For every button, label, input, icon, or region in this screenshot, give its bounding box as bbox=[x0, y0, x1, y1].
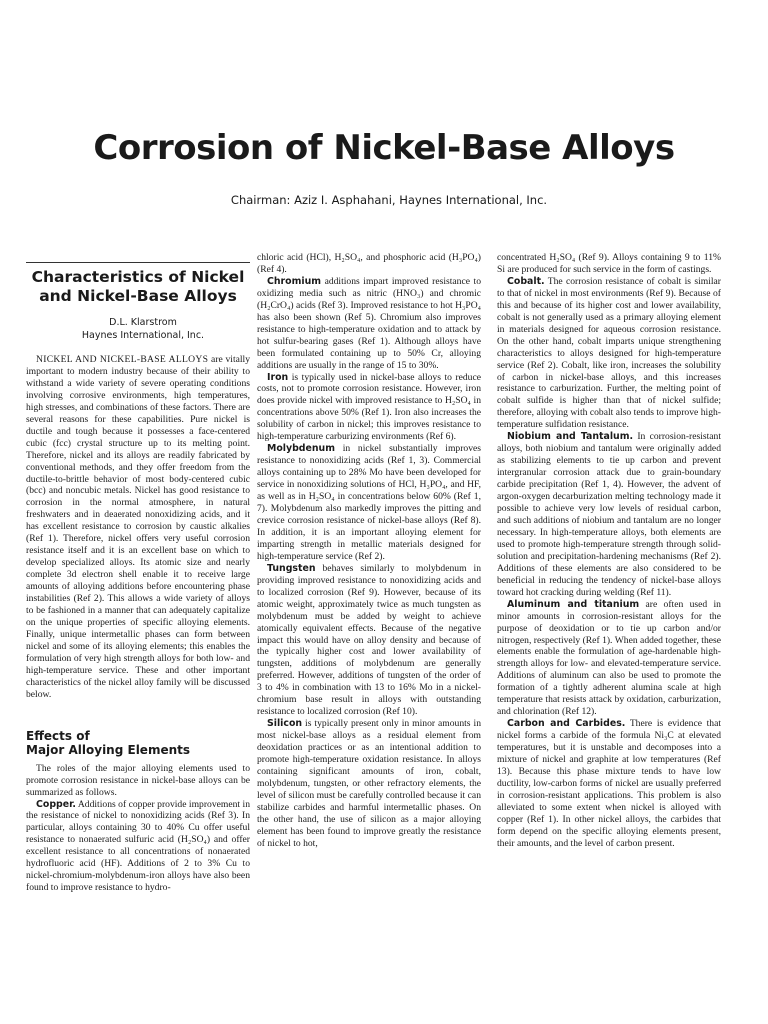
aluminum-titanium-text: are often used in minor amounts in corrosion-resistant alloys for the purpose of deoxidation or to tie up carbon and/or nitrogen, respectively (Ref 1). When added together, these elements enable the formulation of age-hardenable high-strength alloys for low- and elevated-temperature service. Additions of aluminum can also be used to promote the formation of a tightly adherent alumina scale at high temperature that resists attack by oxidation, carburization, and chlorination (Ref 12). bbox=[497, 598, 721, 718]
heading-line: Characteristics of Nickel bbox=[31, 268, 245, 286]
chairman-line: Chairman: Aziz I. Asphahani, Haynes International, Inc. bbox=[230, 193, 548, 207]
carbon-carbides-term: Carbon and Carbides. bbox=[507, 718, 626, 730]
column-3 bbox=[497, 252, 721, 850]
page-title: Corrosion of Nickel-Base Alloys bbox=[93, 128, 675, 168]
tungsten-term: Tungsten bbox=[267, 562, 316, 574]
iron-paragraph bbox=[257, 372, 481, 444]
author-affiliation: Haynes International, Inc. bbox=[81, 330, 205, 341]
silicon-text: is typically present only in minor amounts in most nickel-base alloys as a residual element from deoxidation practices or as an intentional addition to promote high-temperature oxidation resistance. In alloys containing significant amounts of iron, cobalt, molybdenum, tungsten, or other refractory elements, the level of silicon must be carefully controlled because it can stabilize carbides and harmful intermetallic phases. On the other hand, the use of silicon as a major alloying element has been found to improve greatly the resistance of nickel to hot, bbox=[257, 718, 481, 849]
copper-text: Additions of copper provide improvement in the resistance of nickel to nonoxidizing acids (Ref 3). In particular, alloys containing 30 to 40% Cu offer useful resistance to nonaerated sulfuric acid (H₂SO₄) and offer excellent resistance to all concentrations of nonaerated hydrofluoric acid (HF). Additions of 2 to 3% Cu to nickel-chromium-molybdenum-iron alloys have also been found to improve resistance to hydro- bbox=[26, 798, 250, 894]
tungsten-paragraph bbox=[257, 563, 481, 718]
molybdenum-term: Molybdenum bbox=[267, 443, 335, 455]
continued-paragraph: chloric acid (HCl), H₂SO₄, and phosphoric acid (H₃PO₄) (Ref 4). bbox=[257, 252, 481, 275]
intro-paragraph bbox=[26, 354, 250, 701]
heading-line: Effects of bbox=[26, 728, 90, 743]
niobium-tantalum-paragraph bbox=[497, 431, 721, 598]
author-name: D.L. Klarstrom bbox=[109, 317, 177, 328]
silicon-paragraph bbox=[257, 718, 481, 849]
heading-line: and Nickel-Base Alloys bbox=[39, 287, 237, 305]
continued-paragraph: concentrated H₂SO₄ (Ref 9). Alloys containing 9 to 11% Si are produced for such service in the form of castings. bbox=[497, 252, 721, 275]
aluminum-titanium-term: Aluminum and titanium bbox=[507, 598, 640, 610]
chromium-text: additions impart improved resistance to oxidizing media such as nitric (HNO₃) and chromic (H₂CrO₄) acids (Ref 3). Improved resistance to hot H₃PO₄ has also been shown (Ref 5). Chromium also improves resistance to high-temperature oxidation and to attack by hot sulfur-bearing gases (Ref 1). Although alloys have been formulated containing up to 50% Cr, alloying additions are usually in the range of 15 to 30%. bbox=[257, 275, 481, 371]
cobalt-paragraph bbox=[497, 276, 721, 431]
niobium-tantalum-term: Niobium and Tantalum. bbox=[507, 431, 634, 443]
carbon-carbides-text: There is evidence that nickel forms a carbide of the formula Ni₃C at elevated temperatures, but it is unstable and decomposes into a mixture of nickel and graphite at low temperatures (Ref 13). Because this phase mixture tends to have low ductility, low-carbon forms of nickel are usually preferred in corrosion-resistant applications. This problem is also alleviated to some extent when nickel is alloyed with copper (Ref 1). In other nickel alloys, the carbides that form depend on the specific alloying elements present, their amounts, and the level of carbon present. bbox=[497, 718, 721, 849]
column-1 bbox=[26, 262, 250, 894]
carbon-carbides-paragraph bbox=[497, 718, 721, 849]
alloying-intro-paragraph: The roles of the major alloying elements used to promote corrosion resistance in nickel-base alloys can be summarized as follows. bbox=[26, 762, 250, 798]
chromium-paragraph bbox=[257, 276, 481, 372]
cobalt-term: Cobalt. bbox=[507, 275, 545, 287]
section-divider bbox=[26, 262, 250, 263]
molybdenum-text: in nickel substantially improves resistance to nonoxidizing acids (Ref 1, 3). Commercial alloys containing up to 28% Mo have been developed for service in nonoxidizing solutions of HCl, H₃PO₄, and HF, as well as in H₂SO₄ in concentrations below 60% (Ref 1, 7). Molybdenum also markedly improves the pitting and crevice corrosion resistance of nickel-base alloys (Ref 8). In addition, it is an important alloying element for imparting strength in metallic materials designed for high-temperature service (Ref 2). bbox=[257, 443, 481, 562]
heading-line: Major Alloying Elements bbox=[26, 742, 191, 757]
tungsten-text: behaves similarly to molybdenum in providing improved resistance to nonoxidizing acids and to localized corrosion (Ref 9). However, because of its atomic weight, approximately twice as much tungsten as molybdenum must be added by weight to achieve atomically equivalent effects. Because of the negative impact this would have on alloy density and because of the typically higher cost and lower availability of tungsten, additions of molybdenum are generally preferred. However, additions of tungsten of the order of 3 to 4% in combination with 13 to 16% Mo in a nickel-chromium base result in alloys with outstanding resistance to localized corrosion (Ref 10). bbox=[257, 562, 481, 718]
iron-text: is typically used in nickel-base alloys to reduce costs, not to promote corrosion resistance. However, iron does provide nickel with improved resistance to H₂SO₄ in concentrations above 50% (Ref 1). Iron also increases the solubility of carbon in nickel; this improves resistance to high-temperature carburizing environments (Ref 6). bbox=[257, 371, 481, 443]
copper-paragraph bbox=[26, 799, 250, 895]
iron-term: Iron bbox=[267, 371, 289, 383]
column-2 bbox=[257, 252, 481, 850]
aluminum-titanium-paragraph bbox=[497, 599, 721, 719]
intro-text: are vitally important to modern industry because of their ability to withstand a wide variety of severe operating conditions involving corrosive environments, high temperatures, high stresses, and combinations of these factors. There are several reasons for these capabilities. Pure nickel is ductile and tough because it possesses a face-centered cubic (fcc) crystal structure up to its melting point. Therefore, nickel and its alloys are readily fabricated by conventional methods, and they offer freedom from the ductile-to-brittle behavior of most body-centered cubic (bcc) and noncubic metals. Nickel has good resistance to corrosion in the normal atmosphere, in natural freshwaters and in deaerated nonoxidizing acids, and it has excellent resistance to corrosion by caustic alkalies (Ref 1). Therefore, nickel offers very useful corrosion resistance itself and it is an excellent base on which to develop specialized alloys. Its atomic size and nearly complete 3d electron shell enable it to receive large amounts of alloying additions before encountering phase instabilities (Ref 2). This allows a wide variety of alloys to be fashioned in a manner that can adequately capitalize on the unique properties of specific alloying elements. Finally, unique intermetallic phases can form between nickel and some of its alloying elements; this enables the formulation of very high strength alloys for both low- and high-temperature service. These and other important characteristics of the nickel alloy family will be discussed below. bbox=[26, 354, 250, 700]
chromium-term: Chromium bbox=[267, 275, 322, 287]
copper-term: Copper. bbox=[36, 798, 76, 810]
silicon-term: Silicon bbox=[267, 718, 303, 730]
cobalt-text: The corrosion resistance of cobalt is similar to that of nickel in most environments (Ref 9). Because of this and because of its higher cost and lower availability, cobalt is not generally used as a primary alloying element in materials designed for aqueous corrosion resistance. On the other hand, cobalt imparts unique strengthening characteristics to alloys designed for high-temperature service (Ref 2). Cobalt, like iron, increases the solubility of carbon in nickel-base alloys, and this increases resistance to carburization. Further, the melting point of cobalt sulfide is higher than that of nickel sulfide; therefore, alloying with cobalt also tends to improve high-temperature sulfidation resistance. bbox=[497, 275, 721, 431]
section-heading-alloying-elements bbox=[26, 729, 250, 757]
section-heading-characteristics bbox=[26, 268, 250, 306]
niobium-tantalum-text: In corrosion-resistant alloys, both niobium and tantalum were originally added as stabilizing elements to tie up carbon and prevent intergranular corrosion attack due to grain-boundary carbide precipitation (Ref 1, 4). However, the advent of argon-oxygen decarburization melting technology made it possible to achieve very low levels of residual carbon, and such additions of niobium and tantalum are no longer necessary. In high-temperature alloys, both elements are used to promote high-temperature strength through solid-solution and precipitation-hardening mechanisms (Ref 2). Additions of these elements are also considered to be beneficial in reducing the tendency of nickel-base alloys toward hot cracking during welding (Ref 11). bbox=[497, 431, 721, 598]
molybdenum-paragraph bbox=[257, 443, 481, 563]
intro-lead: NICKEL AND NICKEL-BASE ALLOYS bbox=[36, 354, 209, 365]
